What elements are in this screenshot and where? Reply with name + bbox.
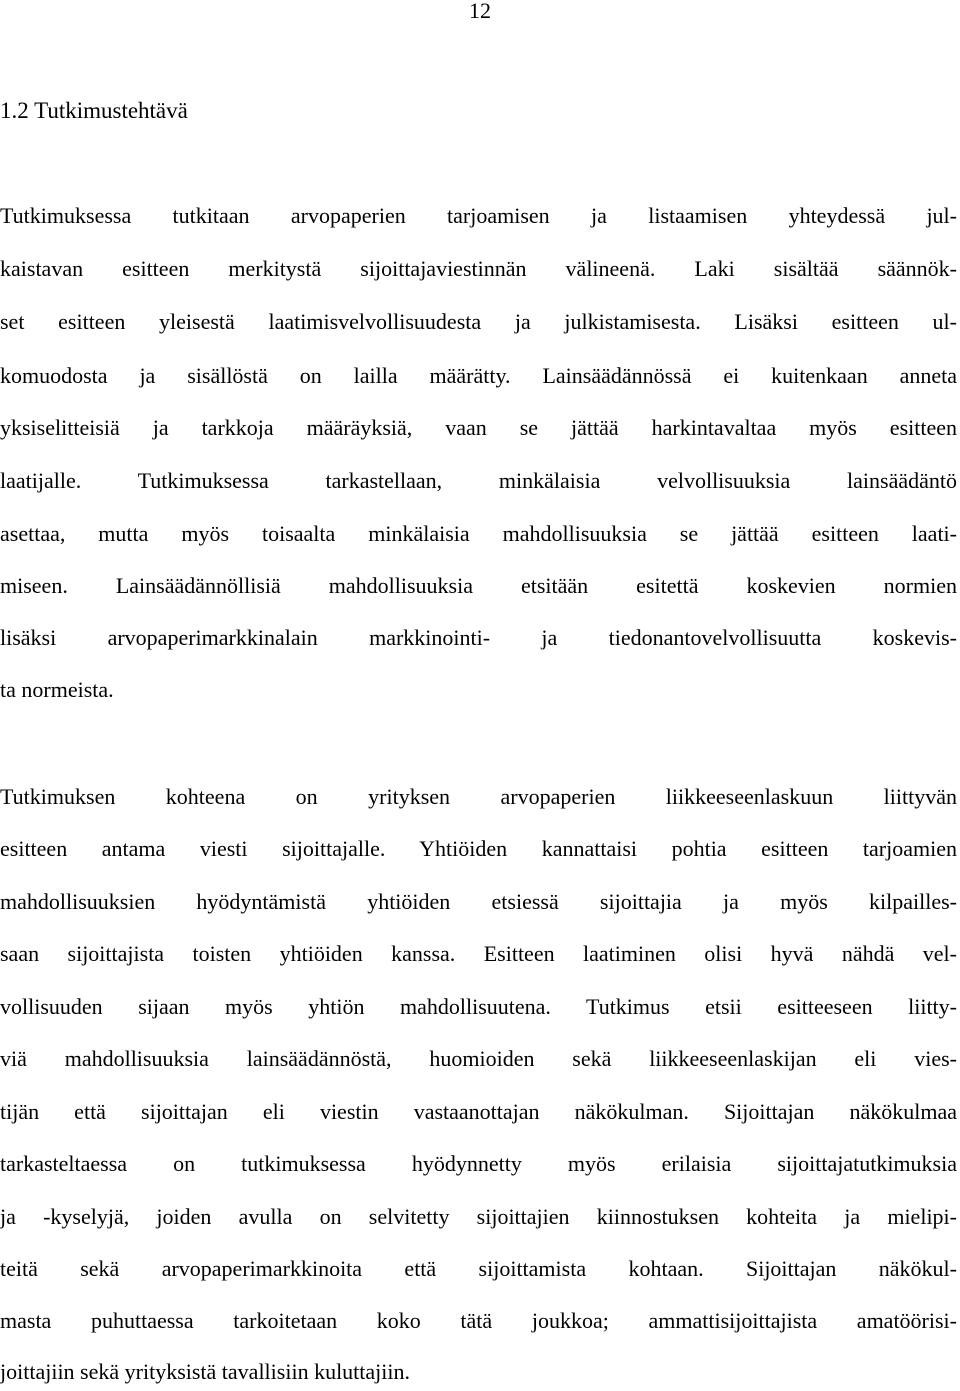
text-line: Tutkimuksessa tutkitaan arvopaperien tarjoamisen ja listaamisen yhteydessä jul- <box>0 203 957 228</box>
text-line: teitä sekä arvopaperimarkkinoita että sijoittamista kohtaan. Sijoittajan näkökul- <box>0 1256 957 1281</box>
text-line: komuodosta ja sisällöstä on lailla määrätty. Lainsäädännössä ei kuitenkaan anneta <box>0 363 957 388</box>
text-line: set esitteen yleisestä laatimisvelvollisuudesta ja julkistamisesta. Lisäksi esitteen ul- <box>0 309 957 334</box>
section-heading: 1.2 Tutkimustehtävä <box>0 98 188 123</box>
text-line: lisäksi arvopaperimarkkinalain markkinointi- ja tiedonantovelvollisuutta koskevis- <box>0 625 957 650</box>
text-line: miseen. Lainsäädännöllisiä mahdollisuuksia etsitään esitettä koskevien normien <box>0 573 957 598</box>
text-line: tijän että sijoittajan eli viestin vastaanottajan näkökulman. Sijoittajan näkökulmaa <box>0 1099 957 1124</box>
text-line: yksiselitteisiä ja tarkkoja määräyksiä, vaan se jättää harkintavaltaa myös esitteen <box>0 415 957 440</box>
text-line: asettaa, mutta myös toisaalta minkälaisia mahdollisuuksia se jättää esitteen laati- <box>0 521 957 546</box>
text-line: Tutkimuksen kohteena on yrityksen arvopaperien liikkeeseenlaskuun liittyvän <box>0 784 957 809</box>
text-line: laatijalle. Tutkimuksessa tarkastellaan, minkälaisia velvollisuuksia lainsäädäntö <box>0 468 957 493</box>
text-line: masta puhuttaessa tarkoitetaan koko tätä joukkoa; ammattisijoittajista amatöörisi- <box>0 1308 957 1333</box>
text-line: kaistavan esitteen merkitystä sijoittajaviestinnän välineenä. Laki sisältää säännök- <box>0 256 957 281</box>
text-line: viä mahdollisuuksia lainsäädännöstä, huomioiden sekä liikkeeseenlaskijan eli vies- <box>0 1046 957 1071</box>
text-line: tarkasteltaessa on tutkimuksessa hyödynnetty myös erilaisia sijoittajatutkimuksia <box>0 1151 957 1176</box>
text-line: saan sijoittajista toisten yhtiöiden kanssa. Esitteen laatiminen olisi hyvä nähdä vel- <box>0 941 957 966</box>
text-line: ja -kyselyjä, joiden avulla on selvitetty sijoittajien kiinnostuksen kohteita ja mielipi- <box>0 1204 957 1229</box>
text-line: vollisuuden sijaan myös yhtiön mahdollisuutena. Tutkimus etsii esitteeseen liitty- <box>0 994 957 1019</box>
text-line: ta normeista. <box>0 677 114 702</box>
page-number: 12 <box>469 0 491 23</box>
text-line: joittajiin sekä yrityksistä tavallisiin kuluttajiin. <box>0 1359 411 1384</box>
text-line: esitteen antama viesti sijoittajalle. Yhtiöiden kannattaisi pohtia esitteen tarjoamien <box>0 836 957 861</box>
text-line: mahdollisuuksien hyödyntämistä yhtiöiden etsiessä sijoittajia ja myös kilpailles- <box>0 889 957 914</box>
